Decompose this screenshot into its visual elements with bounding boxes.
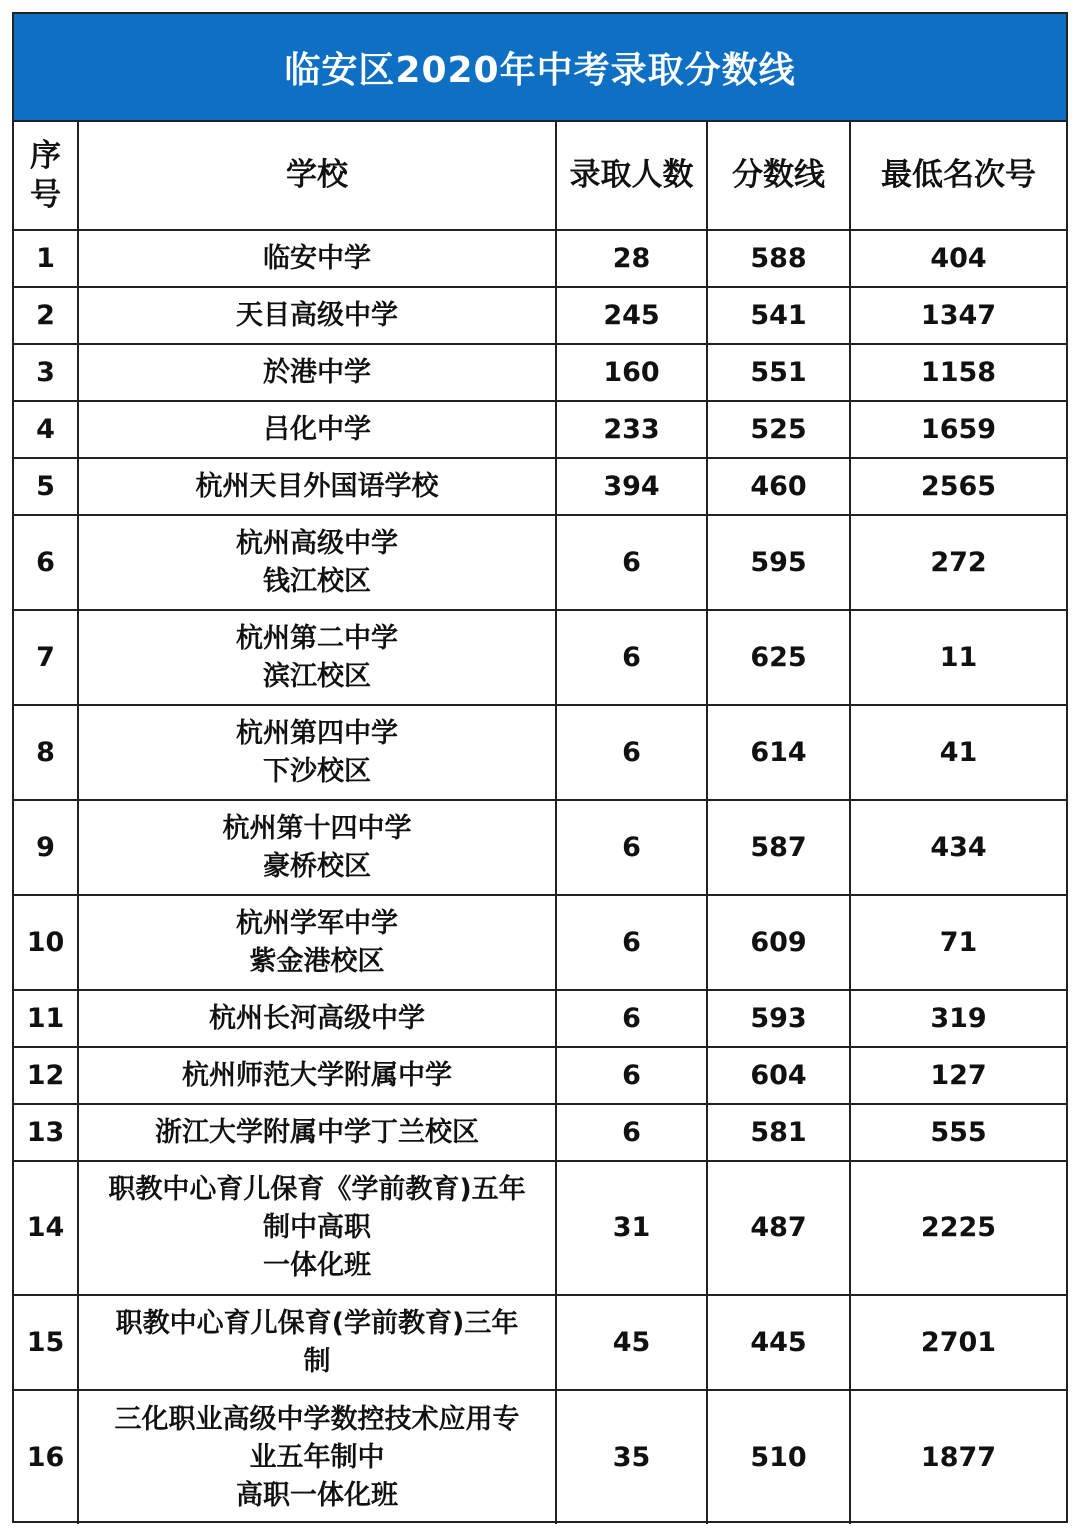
cell-admitted: 6: [556, 705, 707, 800]
cell-rank: 2565: [850, 458, 1066, 515]
cell-rank: 1158: [850, 344, 1066, 401]
school-name-line: 杭州师范大学附属中学: [182, 1059, 452, 1091]
school-name-line: 滨江校区: [263, 660, 371, 692]
table-row: [14, 401, 1066, 458]
school-name-line: 浙江大学附属中学丁兰校区: [155, 1116, 479, 1148]
cell-seq: 14: [14, 1161, 78, 1295]
school-name-line: 制: [303, 1345, 331, 1377]
cell-score: 625: [707, 610, 850, 705]
school-name-line: 吕化中学: [263, 413, 371, 445]
header-row: [14, 122, 1066, 230]
school-name-line: 豪桥校区: [263, 850, 371, 882]
score-table-sheet: [12, 12, 1068, 1523]
table-row: [14, 287, 1066, 344]
cell-rank: 1659: [850, 401, 1066, 458]
cell-score: 604: [707, 1047, 850, 1104]
cell-admitted: 233: [556, 401, 707, 458]
cell-admitted: 31: [556, 1161, 707, 1295]
admission-score-table: [14, 122, 1066, 1524]
school-name-line: 紫金港校区: [249, 945, 385, 977]
school-name-line: 职教中心育儿保育(学前教育)三年: [115, 1307, 519, 1339]
cell-rank: 272: [850, 515, 1066, 610]
cell-school: [78, 458, 556, 515]
school-name-line: 业五年制中: [249, 1441, 385, 1473]
cell-school: [78, 515, 556, 610]
cell-admitted: 160: [556, 344, 707, 401]
school-name-line: 杭州学军中学: [236, 907, 398, 939]
header-admitted: 录取人数: [556, 122, 707, 230]
cell-school: [78, 287, 556, 344]
cell-score: 588: [707, 230, 850, 287]
school-name-line: 天目高级中学: [236, 299, 398, 331]
cell-rank: 404: [850, 230, 1066, 287]
cell-school: [78, 344, 556, 401]
school-name-line: 三化职业高级中学数控技术应用专: [114, 1403, 520, 1435]
cell-rank: 1877: [850, 1390, 1066, 1524]
cell-school: [78, 1104, 556, 1161]
cell-score: 587: [707, 800, 850, 895]
cell-rank: 555: [850, 1104, 1066, 1161]
cell-seq: 5: [14, 458, 78, 515]
school-name-line: 高职一体化班: [236, 1479, 398, 1511]
table-row: [14, 1390, 1066, 1524]
cell-rank: 71: [850, 895, 1066, 990]
cell-school: [78, 1047, 556, 1104]
school-name-line: 杭州高级中学: [236, 527, 398, 559]
school-name-line: 杭州第十四中学: [222, 812, 412, 844]
cell-rank: 434: [850, 800, 1066, 895]
cell-score: 487: [707, 1161, 850, 1295]
cell-score: 541: [707, 287, 850, 344]
cell-admitted: 6: [556, 800, 707, 895]
table-row: [14, 1295, 1066, 1390]
cell-school: [78, 401, 556, 458]
cell-school: [78, 1390, 556, 1524]
school-name-line: 杭州第二中学: [236, 622, 398, 654]
school-name-line: 制中高职: [263, 1212, 371, 1243]
table-row: [14, 800, 1066, 895]
cell-rank: 1347: [850, 287, 1066, 344]
cell-seq: 6: [14, 515, 78, 610]
cell-score: 609: [707, 895, 850, 990]
cell-score: 445: [707, 1295, 850, 1390]
header-score: 分数线: [707, 122, 850, 230]
cell-seq: 15: [14, 1295, 78, 1390]
cell-admitted: 6: [556, 1047, 707, 1104]
cell-rank: 41: [850, 705, 1066, 800]
cell-seq: 13: [14, 1104, 78, 1161]
cell-score: 581: [707, 1104, 850, 1161]
cell-admitted: 6: [556, 895, 707, 990]
cell-seq: 11: [14, 990, 78, 1047]
header-rank: 最低名次号: [850, 122, 1066, 230]
cell-seq: 16: [14, 1390, 78, 1524]
cell-score: 510: [707, 1390, 850, 1524]
cell-school: [78, 895, 556, 990]
table-title: 临安区2020年中考录取分数线: [14, 14, 1066, 122]
school-name-line: 下沙校区: [263, 755, 371, 787]
school-name-line: 临安中学: [263, 242, 371, 274]
cell-rank: 11: [850, 610, 1066, 705]
cell-seq: 8: [14, 705, 78, 800]
cell-admitted: 45: [556, 1295, 707, 1390]
cell-seq: 1: [14, 230, 78, 287]
table-row: [14, 1104, 1066, 1161]
cell-seq: 3: [14, 344, 78, 401]
school-name-line: 钱江校区: [263, 565, 371, 597]
cell-rank: 319: [850, 990, 1066, 1047]
table-row: [14, 1161, 1066, 1295]
cell-score: 460: [707, 458, 850, 515]
table-row: [14, 895, 1066, 990]
cell-seq: 10: [14, 895, 78, 990]
cell-seq: 2: [14, 287, 78, 344]
cell-school: [78, 230, 556, 287]
cell-admitted: 35: [556, 1390, 707, 1524]
school-name-line: 杭州天目外国语学校: [195, 470, 439, 502]
table-row: [14, 458, 1066, 515]
cell-rank: 127: [850, 1047, 1066, 1104]
cell-score: 525: [707, 401, 850, 458]
cell-seq: 7: [14, 610, 78, 705]
header-school: 学校: [78, 122, 556, 230]
cell-rank: 2225: [850, 1161, 1066, 1295]
school-name-line: 杭州第四中学: [236, 717, 398, 749]
table-row: [14, 230, 1066, 287]
cell-seq: 9: [14, 800, 78, 895]
cell-school: [78, 1295, 556, 1390]
cell-school: [78, 1161, 556, 1295]
table-row: [14, 515, 1066, 610]
table-row: [14, 1047, 1066, 1104]
cell-score: 593: [707, 990, 850, 1047]
school-name-line: 杭州长河高级中学: [209, 1002, 425, 1034]
header-seq: [14, 122, 78, 230]
cell-admitted: 6: [556, 515, 707, 610]
cell-seq: 4: [14, 401, 78, 458]
cell-school: [78, 800, 556, 895]
header-seq-line1: 序: [30, 137, 61, 174]
cell-school: [78, 610, 556, 705]
cell-admitted: 394: [556, 458, 707, 515]
header-seq-line2: 号: [30, 176, 61, 213]
cell-score: 595: [707, 515, 850, 610]
cell-admitted: 28: [556, 230, 707, 287]
school-name-line: 职教中心育儿保育《学前教育)五年: [108, 1174, 526, 1205]
cell-score: 614: [707, 705, 850, 800]
table-row: [14, 705, 1066, 800]
cell-admitted: 6: [556, 610, 707, 705]
cell-school: [78, 705, 556, 800]
cell-admitted: 6: [556, 990, 707, 1047]
cell-rank: 2701: [850, 1295, 1066, 1390]
table-body: [14, 230, 1066, 1524]
table-row: [14, 610, 1066, 705]
table-row: [14, 344, 1066, 401]
school-name-line: 一体化班: [263, 1250, 371, 1281]
cell-seq: 12: [14, 1047, 78, 1104]
cell-admitted: 6: [556, 1104, 707, 1161]
cell-school: [78, 990, 556, 1047]
cell-score: 551: [707, 344, 850, 401]
table-row: [14, 990, 1066, 1047]
school-name-line: 於港中学: [263, 356, 371, 388]
cell-admitted: 245: [556, 287, 707, 344]
